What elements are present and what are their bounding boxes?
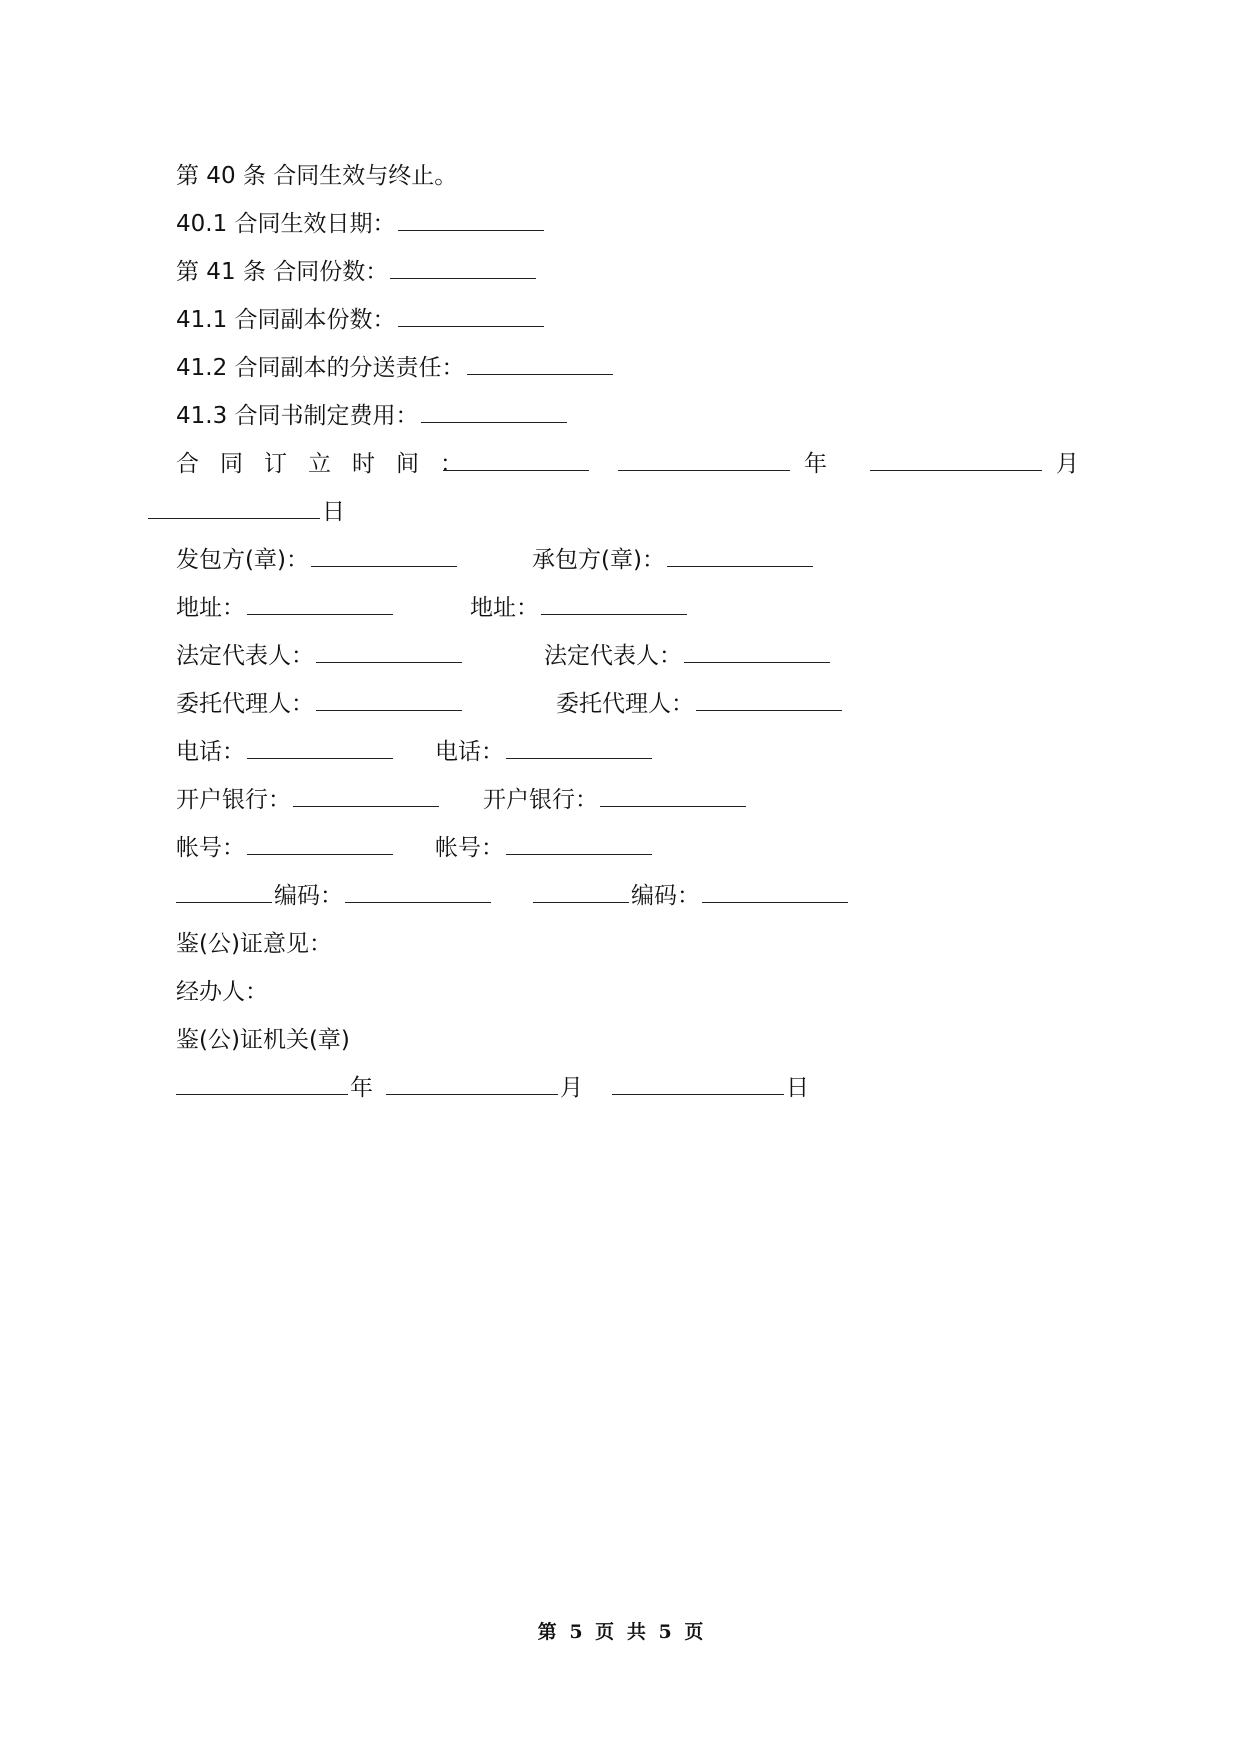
sign-year-label: 年: [804, 451, 827, 477]
handler: 经办人：: [176, 979, 268, 1005]
contractor-legal-rep-blank[interactable]: [684, 636, 830, 663]
employer-agent-blank[interactable]: [316, 684, 462, 711]
sign-month-label: 月: [1056, 451, 1079, 477]
contractor-postcode-prefix-blank[interactable]: [533, 876, 629, 903]
notary-year-blank[interactable]: [176, 1068, 348, 1095]
bank-row: [176, 780, 1076, 820]
employer-address-label: 地址：: [176, 595, 245, 621]
distribution-blank[interactable]: [467, 348, 613, 375]
employer-bank-blank[interactable]: [293, 780, 439, 807]
contractor-seal-label: 承包方(章)：: [532, 547, 665, 573]
notary-day-label: 日: [786, 1075, 809, 1101]
sign-time-label: 合同订立时间：: [176, 451, 484, 477]
article-40-1: [176, 204, 546, 244]
article-40-title: 第 40 条 合同生效与终止。: [176, 163, 458, 189]
article-41-3-label: 41.3 合同书制定费用：: [176, 403, 419, 429]
employer-legal-rep-label: 法定代表人：: [176, 643, 314, 669]
seal-row: [176, 540, 1076, 580]
copies-count-blank[interactable]: [390, 252, 536, 279]
phone-row: [176, 732, 1076, 772]
employer-postcode-blank[interactable]: [345, 876, 491, 903]
article-41-title: [176, 252, 538, 292]
contractor-bank-blank[interactable]: [600, 780, 746, 807]
contractor-postcode-label: 编码：: [631, 883, 700, 909]
address-row: [176, 588, 1076, 628]
employer-phone-blank[interactable]: [247, 732, 393, 759]
employer-postcode-label: 编码：: [274, 883, 343, 909]
employer-account-label: 帐号：: [176, 835, 245, 861]
sign-day-blank[interactable]: [148, 492, 320, 519]
contractor-address-blank[interactable]: [541, 588, 687, 615]
employer-seal-blank[interactable]: [311, 540, 457, 567]
contractor-agent-label: 委托代理人：: [556, 691, 694, 717]
article-41-label: 第 41 条 合同份数：: [176, 259, 389, 285]
contractor-account-label: 帐号：: [435, 835, 504, 861]
sign-day-row: [148, 492, 345, 532]
article-41-3: [176, 396, 569, 436]
contractor-postcode-blank[interactable]: [702, 876, 848, 903]
sign-year-blank[interactable]: [618, 444, 790, 471]
employer-legal-rep-blank[interactable]: [316, 636, 462, 663]
contractor-phone-label: 电话：: [435, 739, 504, 765]
notary-office: 鉴(公)证机关(章): [176, 1027, 350, 1053]
notary-year-label: 年: [350, 1075, 373, 1101]
page-footer: [0, 1617, 1241, 1644]
article-40-1-label: 40.1 合同生效日期：: [176, 211, 396, 237]
sign-time-row: [176, 444, 1079, 484]
employer-agent-label: 委托代理人：: [176, 691, 314, 717]
footer-gong: 共: [626, 1621, 646, 1643]
sign-day-label: 日: [322, 499, 345, 525]
article-41-2: [176, 348, 615, 388]
article-41-1-label: 41.1 合同副本份数：: [176, 307, 396, 333]
footer-ye: 页: [595, 1621, 615, 1643]
contractor-legal-rep-label: 法定代表人：: [544, 643, 682, 669]
employer-bank-label: 开户银行：: [176, 787, 291, 813]
sign-time-blank[interactable]: [443, 444, 589, 471]
legal-rep-row: [176, 636, 1076, 676]
notary-month-label: 月: [560, 1075, 583, 1101]
employer-phone-label: 电话：: [176, 739, 245, 765]
footer-ye-2: 页: [684, 1621, 704, 1643]
agent-row: [176, 684, 1076, 724]
contractor-bank-label: 开户银行：: [483, 787, 598, 813]
effective-date-blank[interactable]: [398, 204, 544, 231]
contractor-account-blank[interactable]: [506, 828, 652, 855]
contractor-address-label: 地址：: [470, 595, 539, 621]
article-41-1: [176, 300, 546, 340]
notary-day-blank[interactable]: [612, 1068, 784, 1095]
duplicate-count-blank[interactable]: [398, 300, 544, 327]
postcode-row: [176, 876, 1076, 916]
cost-blank[interactable]: [421, 396, 567, 423]
employer-postcode-prefix-blank[interactable]: [176, 876, 272, 903]
contractor-phone-blank[interactable]: [506, 732, 652, 759]
employer-address-blank[interactable]: [247, 588, 393, 615]
notary-month-blank[interactable]: [386, 1068, 558, 1095]
footer-di: 第: [537, 1621, 557, 1643]
footer-page-number: 5: [569, 1621, 583, 1643]
employer-account-blank[interactable]: [247, 828, 393, 855]
notary-date-row: [176, 1068, 1076, 1108]
account-row: [176, 828, 1076, 868]
employer-seal-label: 发包方(章)：: [176, 547, 309, 573]
footer-total-pages: 5: [658, 1621, 672, 1643]
contractor-agent-blank[interactable]: [696, 684, 842, 711]
notary-opinion: 鉴(公)证意见：: [176, 931, 332, 957]
article-41-2-label: 41.2 合同副本的分送责任：: [176, 355, 465, 381]
sign-month-blank[interactable]: [870, 444, 1042, 471]
contractor-seal-blank[interactable]: [667, 540, 813, 567]
